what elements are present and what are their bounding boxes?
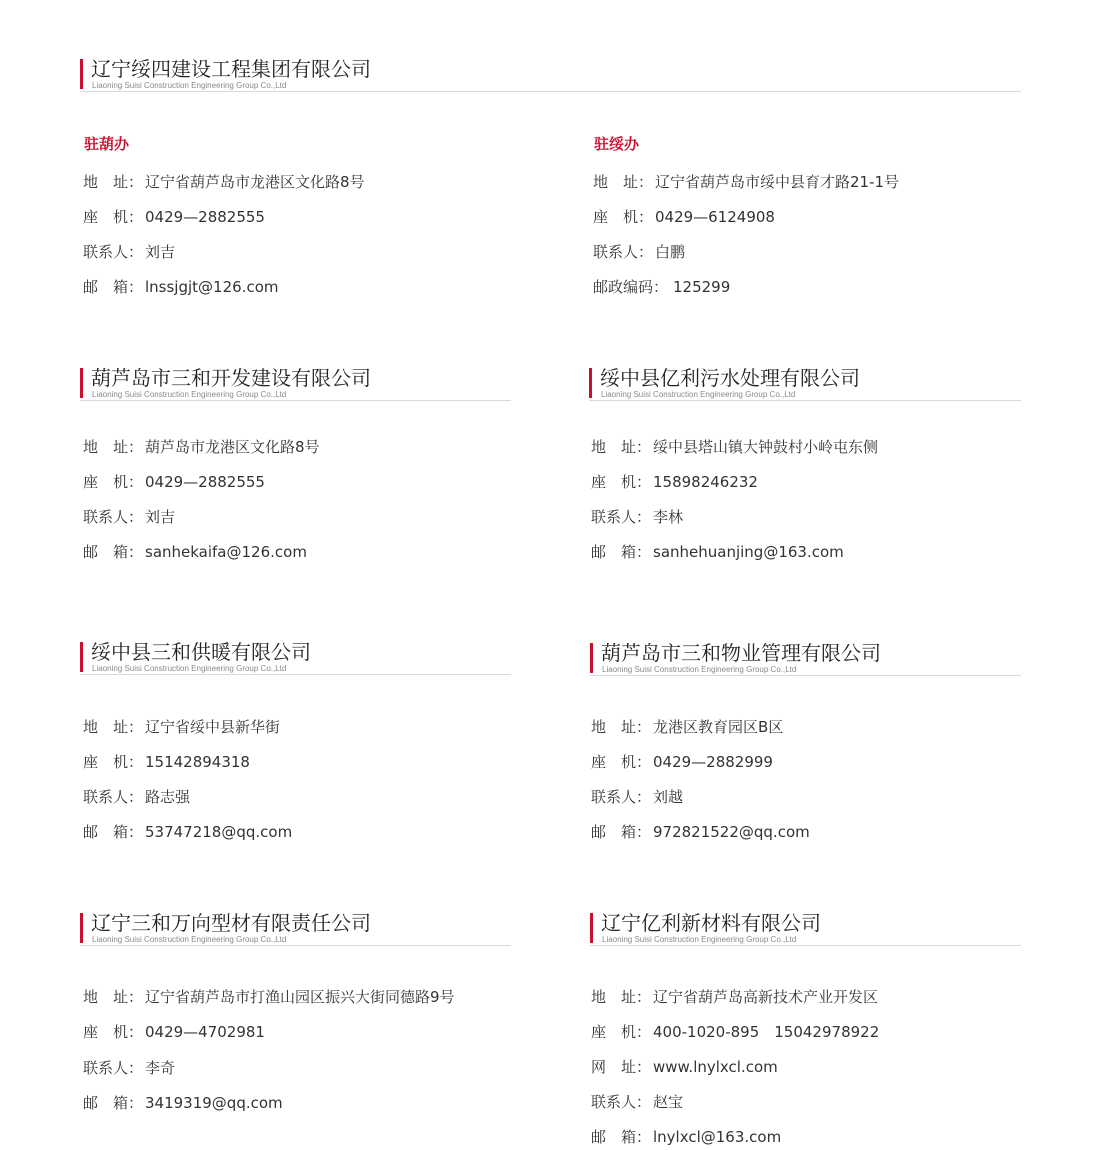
contact-value: 刘吉 [145,508,176,526]
company-subtitle: Liaoning Suisi Construction Engineering Group Co.,Ltd [601,390,796,399]
postcode-row [593,277,730,297]
phone-label: 座 机： [83,208,144,226]
accent-bar [80,59,83,89]
contact-row [83,1058,175,1078]
contact-row [591,1092,683,1112]
contact-value: 路志强 [145,788,191,806]
phone-label: 座 机： [591,473,652,491]
phone-row [83,1022,265,1042]
address-row [591,987,878,1007]
address-label: 地 址： [83,438,144,456]
address-label: 地 址： [593,173,654,191]
company-header [590,641,1021,676]
accent-bar [590,643,593,673]
contact-row [83,242,175,262]
email-value[interactable]: sanhehuanjing@163.com [653,543,844,561]
accent-bar [80,368,83,398]
contact-value: 李奇 [145,1059,176,1077]
phone-row [83,752,250,772]
address-row [83,987,455,1007]
phone-row [591,472,758,492]
address-value: 辽宁省绥中县新华街 [145,718,281,736]
email-value[interactable]: lnylxcl@163.com [653,1128,782,1146]
email-row [83,822,292,842]
group-header [80,57,1021,92]
website-link[interactable]: www.lnylxcl.com [653,1058,778,1076]
website-row [591,1057,778,1077]
address-value: 葫芦岛市龙港区文化路8号 [145,438,320,456]
phone-value: 15898246232 [653,473,758,491]
phone-row [83,207,265,227]
group-title: 辽宁绥四建设工程集团有限公司 [91,57,371,81]
email-value[interactable]: 53747218@qq.com [145,823,293,841]
email-value[interactable]: lnssjgjt@126.com [145,278,279,296]
company-header [80,366,511,401]
phone-row [591,752,773,772]
phone-row [83,472,265,492]
email-value[interactable]: sanhekaifa@126.com [145,543,307,561]
office-label-huludao: 驻葫办 [84,135,130,153]
accent-bar [590,913,593,943]
contact-value: 李林 [653,508,684,526]
contact-row [593,242,685,262]
contact-label: 联系人： [591,508,652,526]
postcode-value: 125299 [673,278,731,296]
contact-label: 联系人： [591,788,652,806]
email-row [591,542,844,562]
group-subtitle: Liaoning Suisi Construction Engineering Group Co.,Ltd [92,81,287,90]
email-label: 邮 箱： [83,823,144,841]
address-label: 地 址： [591,438,652,456]
contact-label: 联系人： [83,508,144,526]
email-row [83,542,307,562]
contact-label: 联系人： [83,243,144,261]
address-label: 地 址： [83,718,144,736]
postcode-label: 邮政编码： [593,278,669,296]
address-row [591,717,783,737]
company-title: 辽宁三和万向型材有限责任公司 [91,911,371,935]
email-label: 邮 箱： [591,823,652,841]
contact-value: 刘越 [653,788,684,806]
accent-bar [80,642,83,672]
company-subtitle: Liaoning Suisi Construction Engineering Group Co.,Ltd [92,390,287,399]
address-value: 辽宁省葫芦岛市绥中县育才路21-1号 [655,173,900,191]
company-title: 辽宁亿利新材料有限公司 [601,911,821,935]
address-label: 地 址： [591,718,652,736]
email-value[interactable]: 972821522@qq.com [653,823,810,841]
address-label: 地 址： [83,173,144,191]
address-label: 地 址： [83,988,144,1006]
phone-value: 0429—2882999 [653,753,773,771]
accent-bar [80,913,83,943]
phone-label: 座 机： [83,473,144,491]
email-label: 邮 箱： [83,1094,144,1112]
email-row [83,277,278,297]
accent-bar [589,368,592,398]
email-value[interactable]: 3419319@qq.com [145,1094,283,1112]
contact-row [83,787,190,807]
address-value: 辽宁省葫芦岛市龙港区文化路8号 [145,173,365,191]
contact-label: 联系人： [591,1093,652,1111]
contact-label: 联系人： [83,788,144,806]
email-label: 邮 箱： [591,1128,652,1146]
email-label: 邮 箱： [591,543,652,561]
company-header [80,640,511,675]
email-label: 邮 箱： [83,543,144,561]
company-subtitle: Liaoning Suisi Construction Engineering Group Co.,Ltd [602,665,797,674]
address-value: 辽宁省葫芦岛高新技术产业开发区 [653,988,879,1006]
phone-value: 0429—4702981 [145,1023,265,1041]
phone-value: 0429—2882555 [145,473,265,491]
company-title: 葫芦岛市三和物业管理有限公司 [601,641,881,665]
address-row [83,717,280,737]
company-title: 葫芦岛市三和开发建设有限公司 [91,366,371,390]
phone-row [593,207,775,227]
contact-row [83,507,175,527]
address-value: 辽宁省葫芦岛市打渔山园区振兴大街同德路9号 [145,988,455,1006]
company-subtitle: Liaoning Suisi Construction Engineering Group Co.,Ltd [92,935,287,944]
phone-value: 0429—6124908 [655,208,775,226]
phone-value: 0429—2882555 [145,208,265,226]
address-row [83,172,365,192]
company-header [80,911,511,946]
contact-row [591,787,683,807]
phone-label: 座 机： [83,1023,144,1041]
phone-value: 400-1020-895 15042978922 [653,1023,880,1041]
email-row [591,1127,781,1147]
address-row [83,437,320,457]
phone-value: 15142894318 [145,753,250,771]
address-value: 绥中县塔山镇大钟鼓村小岭屯东侧 [653,438,879,456]
website-label: 网 址： [591,1058,652,1076]
address-label: 地 址： [591,988,652,1006]
phone-label: 座 机： [591,1023,652,1041]
contact-label: 联系人： [83,1059,144,1077]
phone-label: 座 机： [593,208,654,226]
company-subtitle: Liaoning Suisi Construction Engineering Group Co.,Ltd [92,664,287,673]
email-label: 邮 箱： [83,278,144,296]
phone-row [591,1022,879,1042]
company-subtitle: Liaoning Suisi Construction Engineering Group Co.,Ltd [602,935,797,944]
company-title: 绥中县亿利污水处理有限公司 [600,366,860,390]
contact-row [591,507,683,527]
email-row [83,1093,283,1113]
contact-value: 刘吉 [145,243,176,261]
phone-label: 座 机： [591,753,652,771]
address-row [593,172,899,192]
address-row [591,437,878,457]
contact-value: 白鹏 [655,243,686,261]
phone-label: 座 机： [83,753,144,771]
company-header [589,366,1021,401]
office-label-suizhong: 驻绥办 [594,135,640,153]
contact-value: 赵宝 [653,1093,684,1111]
company-title: 绥中县三和供暖有限公司 [91,640,311,664]
company-header [590,911,1021,946]
address-value: 龙港区教育园区B区 [653,718,784,736]
email-row [591,822,810,842]
contact-label: 联系人： [593,243,654,261]
